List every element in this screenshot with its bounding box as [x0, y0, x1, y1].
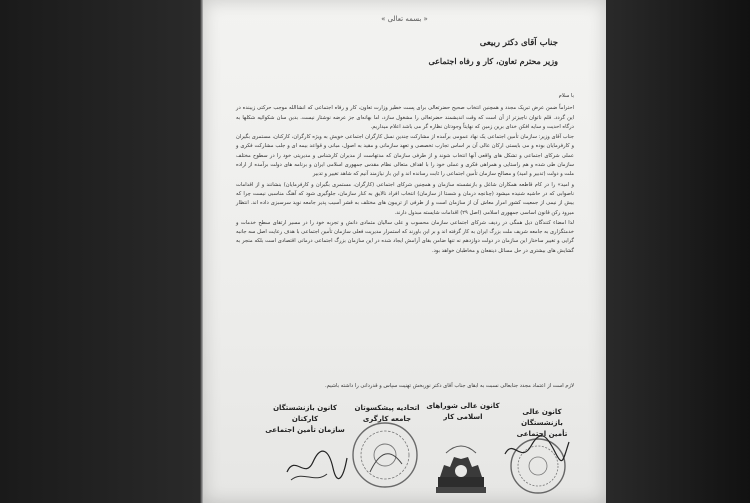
- letter-page: [203, 0, 606, 503]
- handwritten-signature: [501, 430, 571, 470]
- signatory-line2: جامعه کارگری: [362, 415, 412, 423]
- letter-body: [236, 92, 574, 257]
- body-paragraph: لذا امضاء کنندگان ذیل همگی در ردیف شرکای اجتماعی سازمان محسوب و علی سالیان متمادی دانش و تجربه خود را در مسیر ارتقای سطح خدمات و خدمتگزاری به جامعه شریف ملت بزرگ ایران به کار گرفته اند و بر این باورند که استمرار مدیریت فعلی سازمان تأمین اجتماعی با هدف رعایت اصل سه جانبه گرایی و تغییر ساختار این سازمان در دولت دوازدهم نه تنها ضامن بقای آرامش ایجاد شده در این سازمان بزرگ اجتماعی درمانی اقتصادی است بلکه منجر به گشایش های بیشتری در حل مسائل ذینفعان و مخاطبان خواهد بود.: [236, 219, 574, 254]
- closing-line: لازم است از اعتماد مجدد جنابعالی نسبت به ابقای جناب آقای دکتر نوربخش تهنیت سپاس و قدردانی را داشته باشیم.: [325, 383, 574, 389]
- gear-emblem-stamp: [432, 433, 490, 499]
- body-paragraph: جناب آقای وزیر: سازمان تأمین اجتماعی یک نهاد عمومی برآمده از مشارکت چندین نسل کارگران اجتماعی خویش به ویژه کارگران، کارکنان، مستمری بگیران و کارفرمایان بوده و می بایستی ارکان عالی آن بر اساس تجارب تخصصی و تعهد سازمانی و مقید به اصول، مبانی و قواعد بیمه ای و جلب مشارکت فکری و عملی شرکای اجتماعی و تشکل های واقعی آنها انتخاب شوند و از طرفی سازمان که مدتهاست از مدیران کارشناس و مدیریتی خود را در سطوح مختلف سازمان طی شده و هم راستایی و همراهی فکری و عملی خود را با اهداف متعالی نظام مقدس جمهوری اسلامی ایران و برنامه های دولت برآمده از اراده ملت و دولت (تدبیر و امید) و مصالح سازمان تأمین اجتماعی را ثابت رسانده اند و این بار نیازمند آنیم که شاهد تغییر و تدبیر: [236, 134, 574, 178]
- signatory-line2: تأمین اجتماعی: [516, 430, 568, 438]
- signatory-block: [260, 403, 350, 436]
- signatory-line1: کانون عالی شوراهای: [426, 402, 500, 410]
- addressee-block: [428, 38, 558, 66]
- greeting-paragraph: با سلام: [558, 93, 574, 99]
- body-paragraph: و امید» را در کام قاطعه همکاران شاغل و بازنشسته سازمان و همچنین شرکای اجتماعی (کارگران، مستمری بگیران و کارفرمایان) بنشانند و از اقدامات ناصوابی که در حاشیه شنیده میشود (چنانچه درمان و شستا از سازمان) انتخاب افراد نالایق به کنار سازمان، جلوگیری شود که آهنگ مناسبی نیست چرا که بیش از نیمی از جمعیت کشور امرار معاش آن از سازمان است و از طرفی از تریبون های مختلف به قشر آسیب پذیر جامعه نوید سرسبزی داده اند. انتظار میرود رکن قانون اساسی جمهوری اسلامی (اصل ۲۹) اقدامات شایسته مبذول دارند.: [236, 181, 574, 216]
- signatory-line2: سازمان تأمین اجتماعی: [265, 426, 345, 434]
- signatory-line1: کانون بازنشستگان کارکنان: [273, 404, 337, 423]
- body-paragraph: احتراماً ضمن عرض تبریک مجدد و همچنین انتخاب صحیح حضرتعالی برای پست خطیر وزارت تعاون، کار و رفاه اجتماعی که انشاالله موجب حرکتی زیبنده در این گردد. قلم ناتوان ناچیزتر از آن است که وقت اندیشمند حضرتعالی را مشغول سازد، اما بهانه‌ای جز عرضه نوشتار نیست. بدین سان شکوائیه شکلها به درگاه احدیت و سایه افکن خدای برین زمین که نهایتاً وجودتان نظاره گر می باشد اعلام میداریم.: [236, 105, 574, 130]
- signatory-block: [424, 401, 502, 423]
- handwritten-signature: [281, 440, 351, 490]
- addressee-name: جناب آقای دکتر ربیعی: [479, 38, 558, 48]
- signatory-line1: کانون عالی بازنشستگان: [521, 408, 563, 427]
- addressee-title: وزیر محترم تعاون، کار و رفاه اجتماعی: [428, 56, 558, 66]
- letter-heading: « بسمه تعالی »: [381, 15, 428, 23]
- round-seal-stamp: [350, 420, 420, 490]
- signatory-line2: اسلامی کار: [443, 413, 483, 421]
- signatory-line1: اتحادیه پیشکسوتان: [354, 404, 420, 412]
